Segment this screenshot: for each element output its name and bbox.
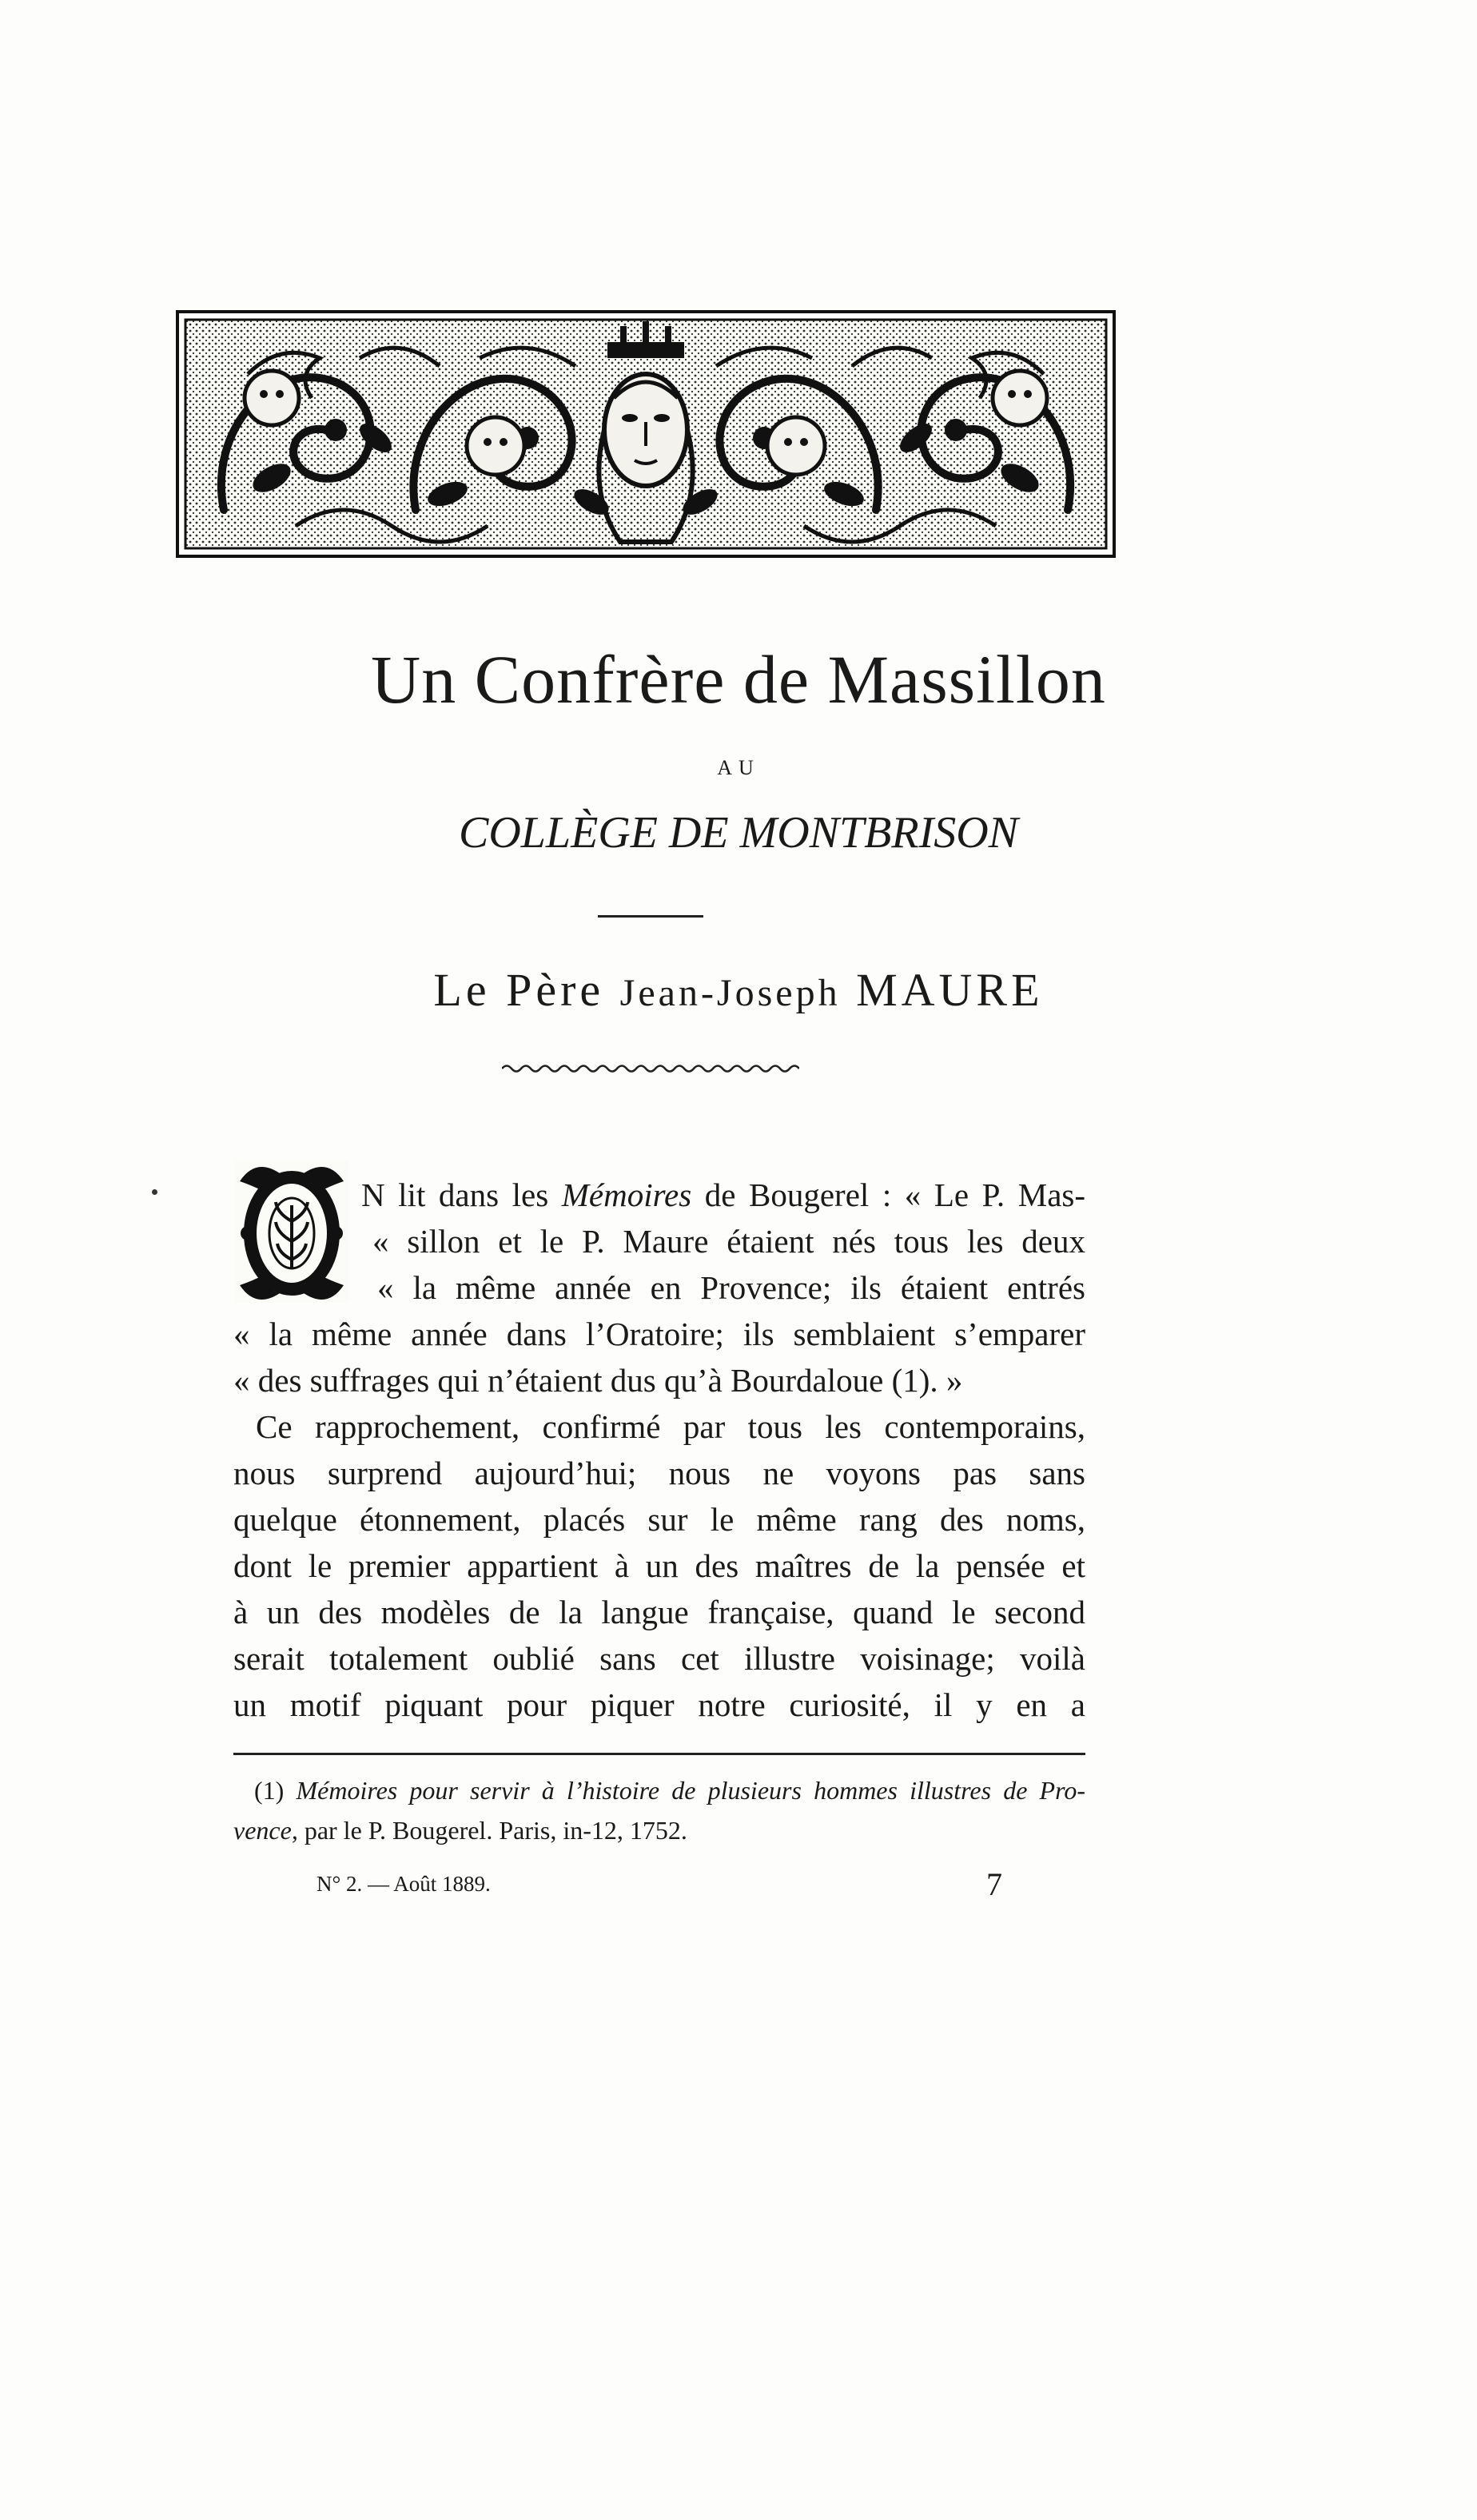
italic-run: Mémoires bbox=[561, 1176, 692, 1213]
issue-info: N° 2. — Août 1889. bbox=[316, 1872, 491, 1896]
footnote-text: par le P. Bougerel. Paris, in-12, 1752. bbox=[297, 1816, 687, 1845]
page-title: Un Confrère de Massillon bbox=[371, 641, 1106, 718]
body-line: quelque étonnement, placés sur le même rang des noms, bbox=[233, 1501, 1085, 1538]
subtitle-au: AU bbox=[717, 756, 760, 779]
body-line: « la même année en Provence; ils étaient entrés bbox=[377, 1269, 1085, 1306]
body-line: dont le premier appartient à un des maîtres de la pensée et bbox=[233, 1547, 1085, 1584]
body-line: « sillon et le P. Maure étaient nés tous les deux bbox=[372, 1223, 1085, 1260]
ornamental-headpiece-icon bbox=[176, 310, 1116, 558]
footnote-divider bbox=[233, 1753, 1085, 1755]
subtitle-college: COLLÈGE DE MONTBRISON bbox=[458, 808, 1019, 858]
footnote-line bbox=[254, 1776, 1085, 1805]
body-line: « la même année dans l’Oratoire; ils semblaient s’emparer bbox=[233, 1316, 1085, 1352]
decorated-initial-icon bbox=[232, 1157, 352, 1306]
body-line: nous surprend aujourd’hui; nous ne voyons pas sans bbox=[233, 1455, 1085, 1491]
text-run: de Bougerel : « Le P. Mas- bbox=[691, 1176, 1086, 1213]
margin-speck bbox=[152, 1189, 157, 1195]
author-heading bbox=[0, 963, 1477, 1017]
footnote-number: (1) bbox=[254, 1776, 297, 1805]
body-line: à un des modèles de la langue française, quand le second bbox=[233, 1594, 1085, 1630]
author-surname: MAURE bbox=[856, 964, 1044, 1016]
footnote-italic: Mémoires pour servir à l’histoire de plusieurs hommes illustres de Pro- bbox=[296, 1776, 1086, 1805]
wavy-rule-icon bbox=[502, 1063, 799, 1074]
page-number: 7 bbox=[986, 1866, 1002, 1902]
body-line: « des suffrages qui n’étaient dus qu’à Bourdaloue (1). » bbox=[233, 1362, 963, 1399]
author-given-name: Jean-Joseph bbox=[619, 972, 841, 1014]
body-line: serait totalement oublié sans cet illustre voisinage; voilà bbox=[233, 1640, 1085, 1677]
footnote-line bbox=[233, 1816, 687, 1845]
text-run: N lit dans les bbox=[361, 1176, 562, 1213]
title-divider bbox=[598, 915, 703, 918]
body-line: un motif piquant pour piquer notre curiosité, il y en a bbox=[233, 1686, 1085, 1723]
body-line: Ce rapprochement, confirmé par tous les contemporains, bbox=[256, 1408, 1085, 1445]
footnote-italic: vence, bbox=[233, 1816, 298, 1845]
author-prefix: Le Père bbox=[433, 964, 605, 1016]
body-line bbox=[361, 1175, 1085, 1215]
